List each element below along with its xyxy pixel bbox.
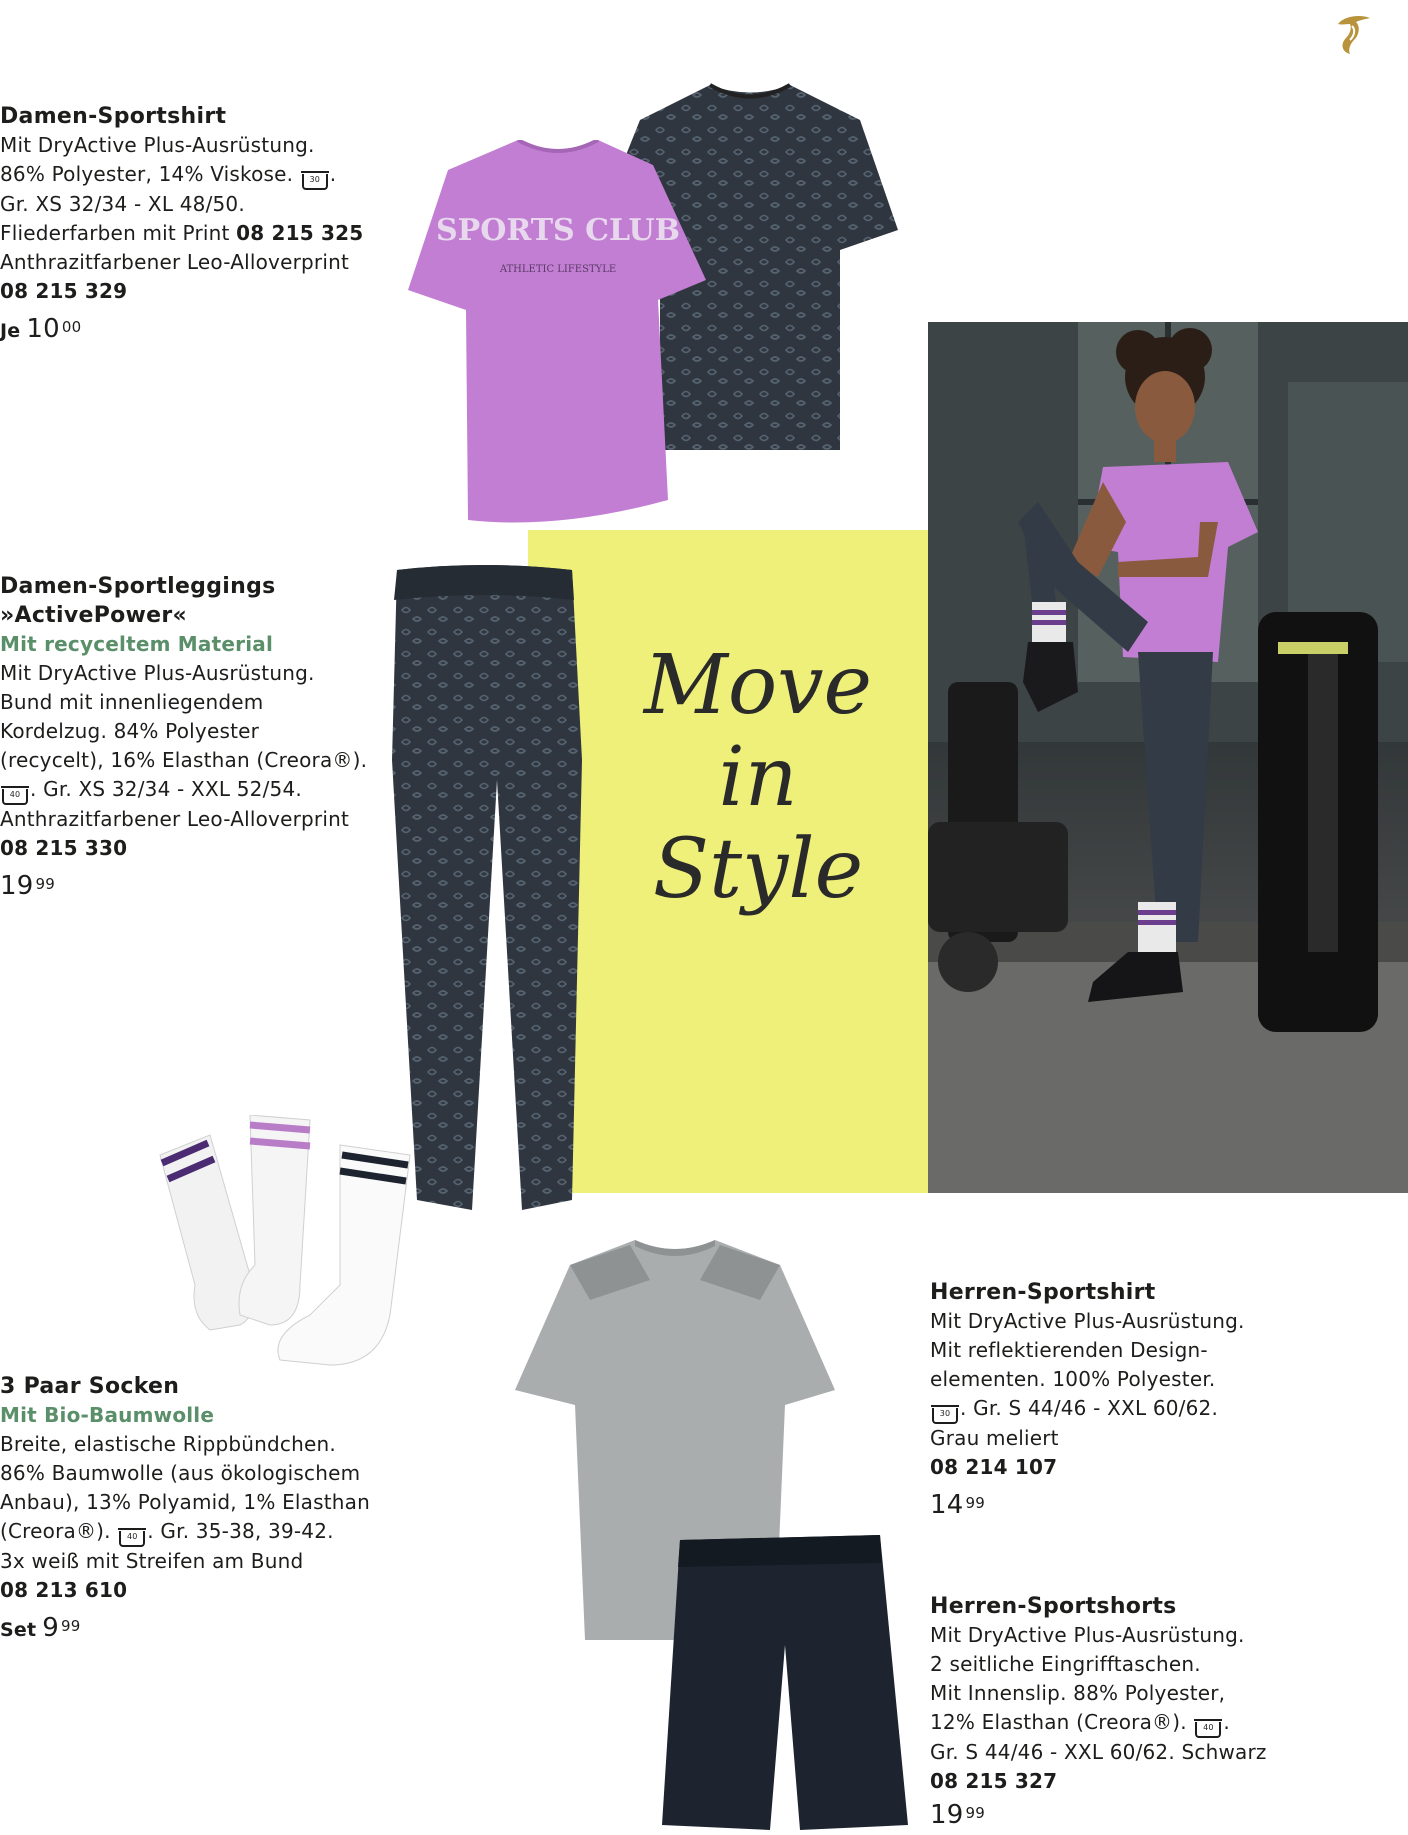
product-variant-text: Anthrazitfarbener Leo-Alloverprint	[0, 250, 349, 274]
sizes-text: . Gr. 35-38, 39-42.	[147, 1519, 334, 1543]
product-sizes	[0, 1517, 370, 1547]
price-cents: 00	[61, 318, 82, 336]
product-herren-sportshorts	[930, 1592, 1267, 1832]
product-sizes	[0, 775, 367, 805]
price-cents: 99	[35, 875, 55, 893]
product-desc-line: Mit reflektierenden Design-	[930, 1338, 1208, 1362]
sizes-text: . Gr. XS 32/34 - XXL 52/54.	[30, 777, 302, 801]
sizes-text: . Gr. S 44/46 - XXL 60/62.	[960, 1396, 1219, 1420]
product-sizes: Gr. S 44/46 - XXL 60/62. Schwarz	[930, 1740, 1267, 1764]
article-number: 08 215 327	[930, 1769, 1058, 1793]
product-price	[0, 312, 363, 348]
product-title: Herren-Sportshorts	[930, 1594, 1177, 1619]
product-desc-line: Kordelzug. 84% Polyester	[0, 719, 260, 743]
brand-logo-icon	[1330, 10, 1376, 56]
product-highlight: Mit Bio-Baumwolle	[0, 1403, 215, 1427]
article-number: 08 213 610	[0, 1578, 128, 1602]
product-desc-line: Anbau), 13% Polyamid, 1% Elasthan	[0, 1490, 370, 1514]
product-herren-sportshirt	[930, 1278, 1245, 1522]
price-main: 19	[0, 871, 34, 901]
slogan-line2: in	[718, 730, 798, 825]
product-damen-sportshirt	[0, 102, 363, 348]
wash-30-icon: 30	[302, 174, 328, 190]
product-title: Herren-Sportshirt	[930, 1280, 1156, 1305]
product-desc-line: 12% Elasthan (Creora®). 40 .	[930, 1708, 1267, 1738]
product-color: Grau meliert	[930, 1426, 1059, 1450]
wash-40-icon: 40	[1195, 1722, 1221, 1738]
price-cents: 99	[965, 1804, 985, 1822]
product-desc-line: 86% Baumwolle (aus ökologischem	[0, 1461, 361, 1485]
variant-text: Fliederfarben mit Print	[0, 221, 237, 245]
product-variant	[0, 219, 363, 248]
product-desc-line: (recycelt), 16% Elasthan (Creora®).	[0, 748, 368, 772]
herren-shorts-image	[660, 1535, 910, 1835]
product-title: 3 Paar Socken	[0, 1374, 180, 1399]
damen-shirt-flieder-image	[408, 140, 708, 530]
product-sizes	[930, 1394, 1245, 1424]
slogan-line3: Style	[652, 822, 864, 917]
material-text: 86% Polyester, 14% Viskose.	[0, 162, 294, 186]
product-price	[0, 869, 367, 903]
material-text: 12% Elasthan (Creora®).	[930, 1710, 1187, 1734]
price-prefix: Je	[0, 320, 21, 342]
slogan-line1: Move	[643, 638, 873, 733]
product-socken	[0, 1372, 370, 1647]
slogan-move-in-style	[628, 640, 888, 916]
price-main: 9	[42, 1613, 60, 1643]
product-desc-line: Mit DryActive Plus-Ausrüstung.	[930, 1623, 1245, 1647]
product-leggings	[0, 572, 367, 903]
price-cents: 99	[965, 1494, 985, 1512]
price-cents: 99	[61, 1617, 81, 1635]
socken-image	[150, 1115, 420, 1395]
wash-30-icon: 30	[932, 1408, 958, 1424]
product-desc-line: Bund mit innenliegendem	[0, 690, 264, 714]
article-number: 08 215 329	[0, 279, 128, 303]
product-title-sub: »ActivePower«	[0, 603, 188, 628]
product-color: 3x weiß mit Streifen am Bund	[0, 1549, 304, 1573]
lifestyle-photo	[928, 322, 1408, 1193]
product-color: Anthrazitfarbener Leo-Alloverprint	[0, 807, 349, 831]
product-desc-line: Mit DryActive Plus-Ausrüstung.	[0, 661, 315, 685]
wash-40-icon: 40	[2, 789, 28, 805]
shirt-print-main: SPORTS CLUB	[435, 213, 681, 248]
product-desc-line: Mit Innenslip. 88% Polyester,	[930, 1681, 1226, 1705]
product-highlight: Mit recyceltem Material	[0, 632, 273, 656]
creora-text: (Creora®).	[0, 1519, 111, 1543]
product-title: Damen-Sportleggings	[0, 574, 276, 599]
gym-scene-image	[928, 322, 1408, 1193]
article-number: 08 214 107	[930, 1455, 1058, 1479]
product-sizes: Gr. XS 32/34 - XL 48/50.	[0, 192, 245, 216]
article-number: 08 215 330	[0, 836, 128, 860]
product-desc-line: 86% Polyester, 14% Viskose. 30 .	[0, 160, 363, 190]
product-desc-line: Mit DryActive Plus-Ausrüstung.	[930, 1309, 1245, 1333]
price-prefix: Set	[0, 1619, 37, 1641]
price-main: 14	[930, 1490, 964, 1520]
product-desc-line: 2 seitliche Eingrifftaschen.	[930, 1652, 1201, 1676]
product-desc-line: Breite, elastische Rippbündchen.	[0, 1432, 336, 1456]
product-price	[0, 1611, 370, 1647]
product-desc-line: Mit DryActive Plus-Ausrüstung.	[0, 133, 315, 157]
product-title: Damen-Sportshirt	[0, 104, 227, 129]
wash-40-icon: 40	[119, 1531, 145, 1547]
product-price	[930, 1798, 1267, 1832]
product-desc-line: elementen. 100% Polyester.	[930, 1367, 1216, 1391]
shirt-print-sub: ATHLETIC LIFESTYLE	[499, 264, 617, 275]
article-number: 08 215 325	[236, 221, 364, 245]
price-main: 19	[930, 1800, 964, 1830]
product-price	[930, 1488, 1245, 1522]
price-main: 10	[26, 314, 60, 344]
